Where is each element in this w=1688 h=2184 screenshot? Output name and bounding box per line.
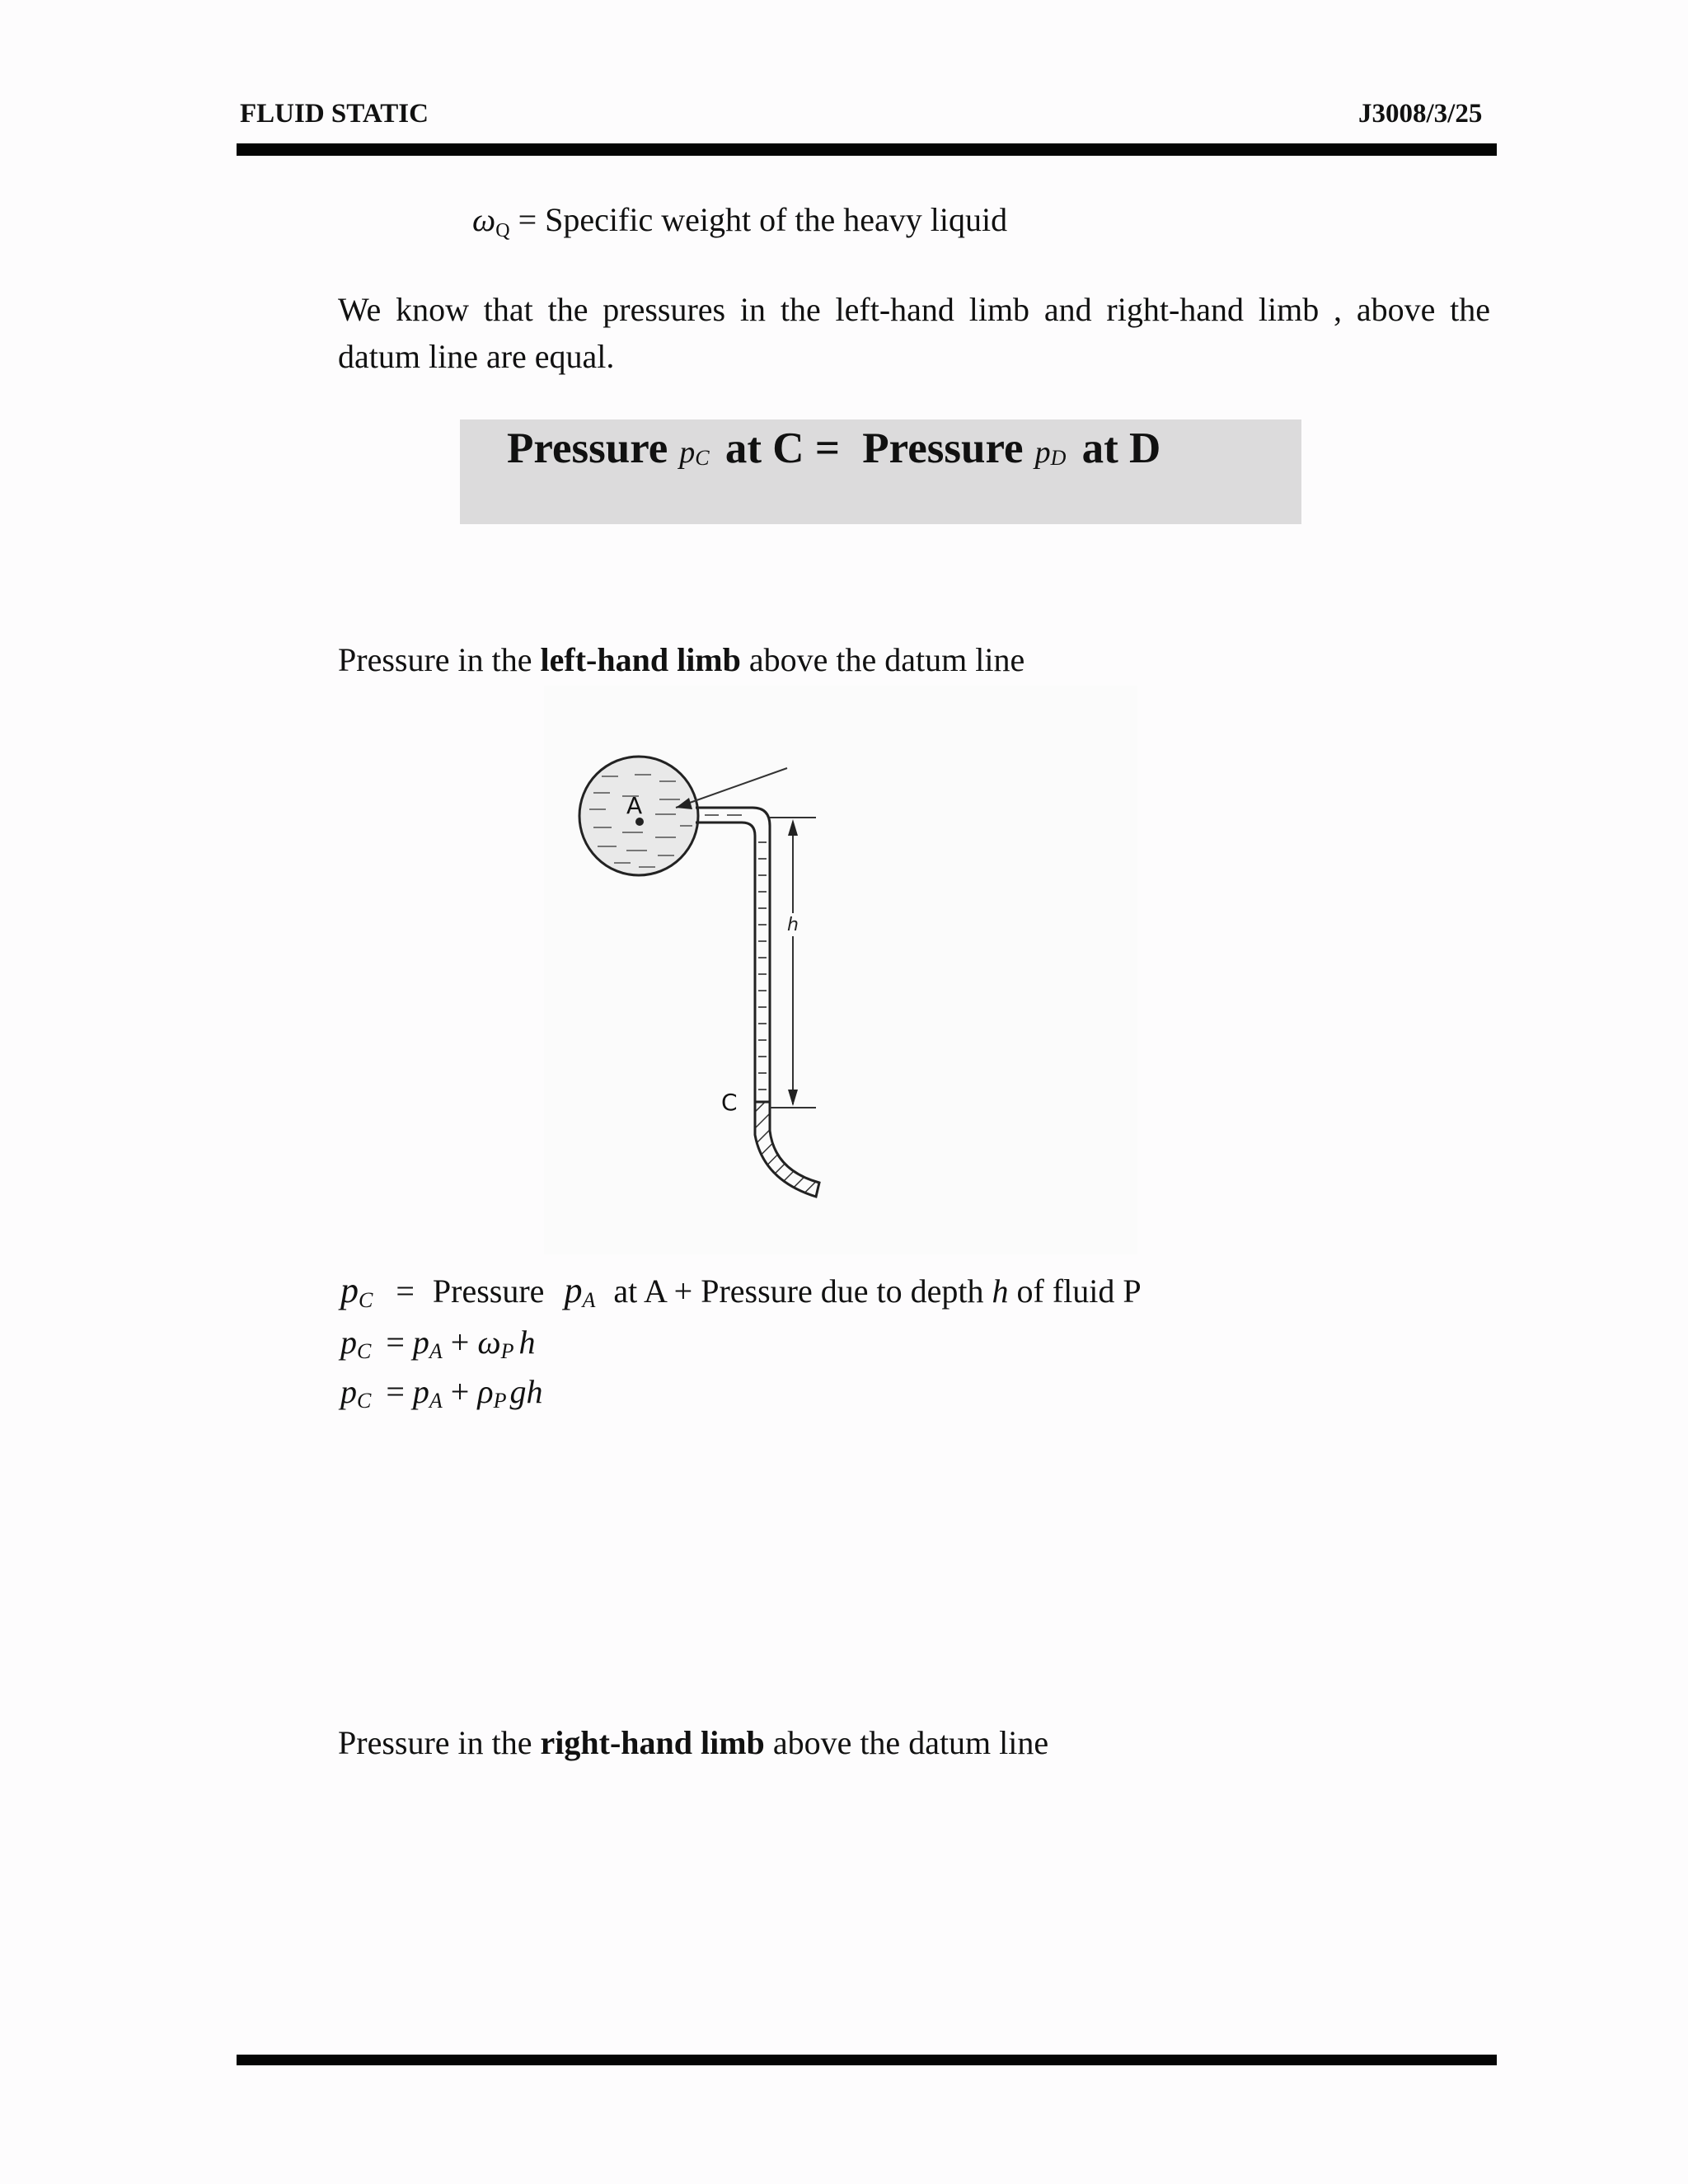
right-limb-bold: right-hand limb	[540, 1724, 765, 1761]
omega-symbol: ω	[472, 201, 496, 238]
dim-arrow-down	[788, 1090, 798, 1106]
omega-subscript: Q	[495, 220, 510, 241]
highlight-word-2: Pressure	[862, 424, 1024, 472]
footer-rule	[237, 2055, 1497, 2065]
highlight-box	[460, 419, 1301, 524]
equation-line-2: $p_C = p_A + \omega_P$ h	[340, 1324, 536, 1363]
label-c: C	[721, 1089, 738, 1116]
highlight-var-pc: pC	[679, 435, 710, 470]
pointer-line	[676, 768, 787, 808]
dim-arrow-up	[788, 819, 798, 836]
highlight-var-pd: pD	[1034, 435, 1067, 470]
tube-outer-wall	[696, 808, 770, 1102]
intro-paragraph: We know that the pressures in the left-hand limb and right-hand limb , above the datum line are equal.	[338, 291, 1490, 375]
definition-line	[472, 196, 1007, 255]
highlight-word-1: Pressure	[507, 424, 668, 472]
highlight-mid: at C =	[724, 424, 841, 472]
left-limb-bold: left-hand limb	[540, 641, 741, 678]
tube-fluid-ticks	[758, 842, 767, 1090]
header-page-code: J3008/3/25	[1358, 99, 1483, 129]
right-limb-heading: Pressure in the right-hand limb above the datum line	[338, 1724, 1049, 1761]
tube-inner-wall	[696, 823, 755, 1102]
manometer-figure	[544, 686, 1137, 1254]
highlight-equation	[507, 419, 1160, 487]
definition-text: = Specific weight of the heavy liquid	[518, 201, 1008, 238]
label-a: A	[626, 792, 643, 819]
heavy-liquid-bend	[755, 1102, 819, 1197]
manometer-diagram	[544, 686, 1137, 1254]
label-h: h	[787, 915, 799, 935]
equation-line-1: $p_C$ = Pressure $p_A$ at A + Pressure due to depth h of fluid P	[340, 1270, 1142, 1312]
header-title: FLUID STATIC	[240, 99, 429, 129]
equation-line-3: $p_C = p_A + \rho_P$ gh	[340, 1373, 543, 1413]
header-rule	[237, 143, 1497, 156]
left-limb-heading: Pressure in the left-hand limb above the datum line	[338, 641, 1025, 678]
highlight-end: at D	[1081, 424, 1161, 472]
